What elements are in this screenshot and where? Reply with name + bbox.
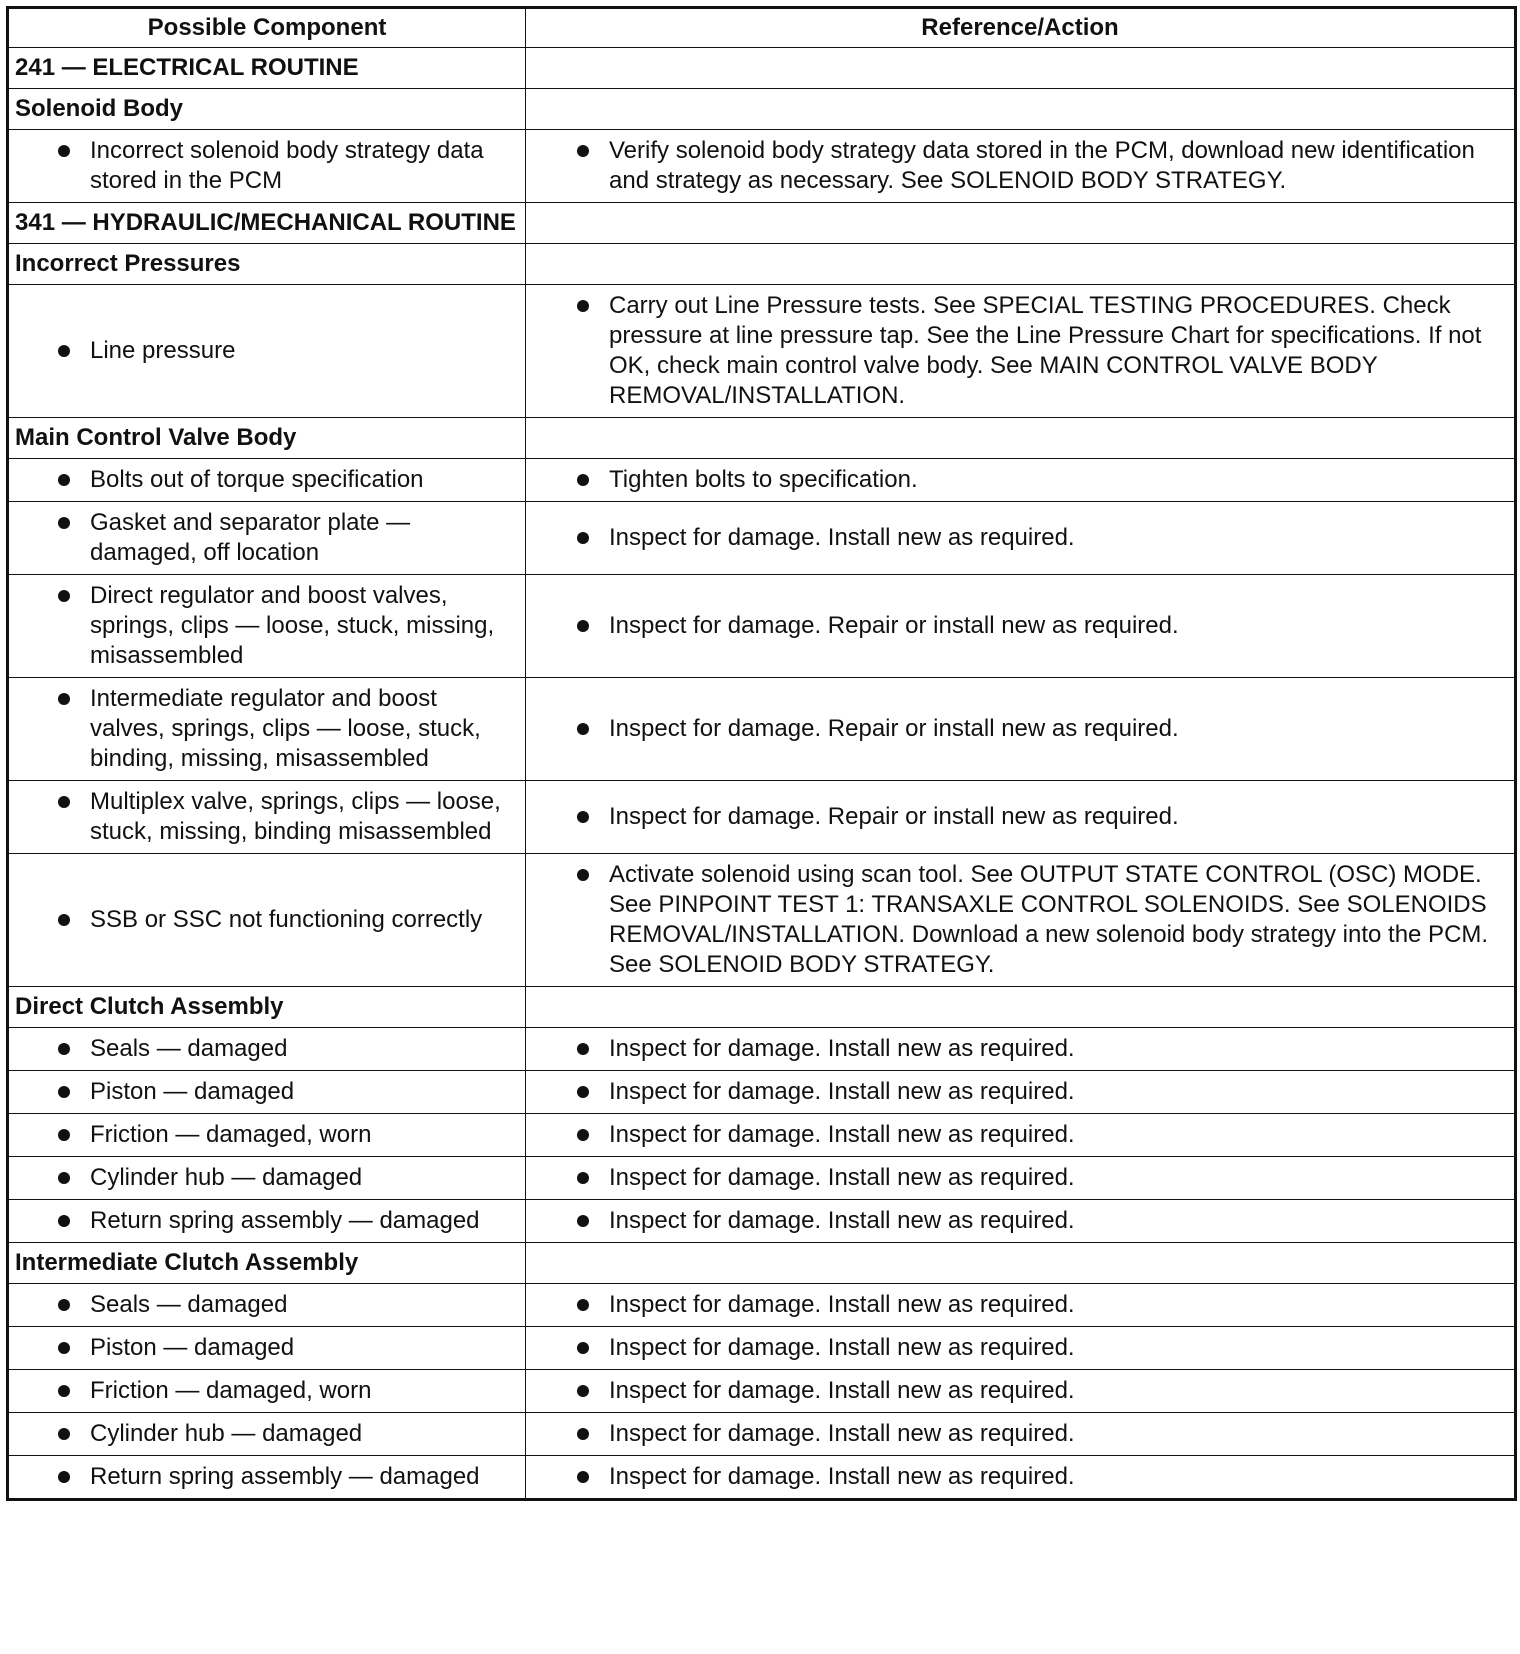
table-row xyxy=(8,781,1516,854)
empty-cell xyxy=(526,1243,1516,1284)
bullet-icon xyxy=(58,1129,70,1141)
action-cell xyxy=(526,781,1516,854)
component-text: Seals — damaged xyxy=(90,1291,288,1318)
action-bullet-item xyxy=(532,1206,1508,1236)
bullet-icon xyxy=(577,620,589,632)
component-bullet-item xyxy=(15,1333,519,1363)
action-bullet-item xyxy=(532,1163,1508,1193)
section-title: 341 — HYDRAULIC/MECHANICAL ROUTINE xyxy=(8,203,526,244)
action-cell xyxy=(526,1071,1516,1114)
component-cell xyxy=(8,459,526,502)
action-text: Inspect for damage. Install new as required. xyxy=(609,1291,1075,1318)
component-text: Piston — damaged xyxy=(90,1078,295,1105)
component-bullet-item xyxy=(15,1206,519,1236)
bullet-icon xyxy=(577,532,589,544)
component-cell xyxy=(8,130,526,203)
bullet-icon xyxy=(577,300,589,312)
component-bullet-item xyxy=(15,1376,519,1406)
bullet-icon xyxy=(577,723,589,735)
action-cell xyxy=(526,130,1516,203)
bullet-icon xyxy=(577,1129,589,1141)
component-bullet-item xyxy=(15,465,519,495)
component-text: Friction — damaged, worn xyxy=(90,1377,372,1404)
table-row xyxy=(8,1028,1516,1071)
bullet-icon xyxy=(577,1342,589,1354)
component-cell xyxy=(8,854,526,987)
component-bullet-item xyxy=(15,1462,519,1492)
action-bullet-item xyxy=(532,1077,1508,1107)
bullet-icon xyxy=(58,1385,70,1397)
bullet-icon xyxy=(577,1428,589,1440)
action-cell xyxy=(526,575,1516,678)
bullet-icon xyxy=(58,1086,70,1098)
component-bullet-item xyxy=(15,1419,519,1449)
bullet-icon xyxy=(577,1299,589,1311)
component-text: Cylinder hub — damaged xyxy=(90,1420,363,1447)
table-row xyxy=(8,1413,1516,1456)
table-row xyxy=(8,459,1516,502)
action-text: Carry out Line Pressure tests. See SPECIAL TESTING PROCEDURES. Check pressure at line pressure tap. See the Line Pressure Chart for specifications. If not OK, check main control valve body. See MAIN CONTROL VALVE BODY REMOVAL/INSTALLATION. xyxy=(609,292,1482,409)
table-row xyxy=(8,1284,1516,1327)
action-text: Inspect for damage. Install new as required. xyxy=(609,1035,1075,1062)
component-text: Return spring assembly — damaged xyxy=(90,1207,480,1234)
diagnostic-table xyxy=(6,6,1517,1501)
component-bullet-item xyxy=(15,508,519,568)
section-title: Direct Clutch Assembly xyxy=(8,987,526,1028)
component-text: Bolts out of torque specification xyxy=(90,466,424,493)
component-bullet-item xyxy=(15,1163,519,1193)
bullet-icon xyxy=(58,345,70,357)
component-bullet-item xyxy=(15,581,519,671)
table-row xyxy=(8,130,1516,203)
bullet-icon xyxy=(577,869,589,881)
action-cell xyxy=(526,1413,1516,1456)
action-cell xyxy=(526,854,1516,987)
empty-cell xyxy=(526,203,1516,244)
component-text: Direct regulator and boost valves, springs, clips — loose, stuck, missing, misassembled xyxy=(90,582,495,669)
section-row xyxy=(8,244,1516,285)
empty-cell xyxy=(526,48,1516,89)
table-row xyxy=(8,1327,1516,1370)
component-text: Gasket and separator plate — damaged, off location xyxy=(90,509,411,566)
column-header-component: Possible Component xyxy=(8,8,526,48)
action-text: Inspect for damage. Install new as required. xyxy=(609,1121,1075,1148)
component-cell xyxy=(8,1456,526,1500)
action-text: Inspect for damage. Repair or install new as required. xyxy=(609,612,1179,639)
bullet-icon xyxy=(58,1215,70,1227)
table-row xyxy=(8,854,1516,987)
bullet-icon xyxy=(577,1215,589,1227)
action-cell xyxy=(526,678,1516,781)
action-bullet-item xyxy=(532,1376,1508,1406)
bullet-icon xyxy=(577,474,589,486)
table-row xyxy=(8,1370,1516,1413)
bullet-icon xyxy=(577,1385,589,1397)
section-row xyxy=(8,418,1516,459)
component-bullet-item xyxy=(15,136,519,196)
action-bullet-item xyxy=(532,1034,1508,1064)
component-bullet-item xyxy=(15,336,519,366)
bullet-icon xyxy=(58,796,70,808)
bullet-icon xyxy=(577,811,589,823)
action-text: Tighten bolts to specification. xyxy=(609,466,918,493)
column-header-action: Reference/Action xyxy=(526,8,1516,48)
component-cell xyxy=(8,1157,526,1200)
component-cell xyxy=(8,1413,526,1456)
table-row xyxy=(8,1456,1516,1500)
component-cell xyxy=(8,1284,526,1327)
component-cell xyxy=(8,781,526,854)
action-bullet-item xyxy=(532,802,1508,832)
action-text: Inspect for damage. Install new as required. xyxy=(609,1078,1075,1105)
action-bullet-item xyxy=(532,1333,1508,1363)
section-row xyxy=(8,89,1516,130)
component-text: Friction — damaged, worn xyxy=(90,1121,372,1148)
action-cell xyxy=(526,1327,1516,1370)
action-text: Inspect for damage. Repair or install new as required. xyxy=(609,715,1179,742)
action-cell xyxy=(526,1028,1516,1071)
diagnostic-table-page xyxy=(6,6,1514,1501)
section-title: 241 — ELECTRICAL ROUTINE xyxy=(8,48,526,89)
component-text: Incorrect solenoid body strategy data stored in the PCM xyxy=(90,137,484,194)
action-text: Inspect for damage. Repair or install new as required. xyxy=(609,803,1179,830)
header-row xyxy=(8,8,1516,48)
action-cell xyxy=(526,459,1516,502)
component-bullet-item xyxy=(15,1034,519,1064)
component-cell xyxy=(8,1327,526,1370)
action-cell xyxy=(526,1284,1516,1327)
component-text: Cylinder hub — damaged xyxy=(90,1164,363,1191)
component-cell xyxy=(8,575,526,678)
empty-cell xyxy=(526,89,1516,130)
bullet-icon xyxy=(577,145,589,157)
action-text: Verify solenoid body strategy data stored in the PCM, download new identification and strategy as necessary. See SOLENOID BODY STRATEGY. xyxy=(609,137,1475,194)
action-bullet-item xyxy=(532,1290,1508,1320)
action-bullet-item xyxy=(532,1120,1508,1150)
component-bullet-item xyxy=(15,905,519,935)
component-cell xyxy=(8,1028,526,1071)
component-cell xyxy=(8,1071,526,1114)
table-row xyxy=(8,1157,1516,1200)
action-cell xyxy=(526,502,1516,575)
action-bullet-item xyxy=(532,611,1508,641)
action-bullet-item xyxy=(532,523,1508,553)
table-row xyxy=(8,1114,1516,1157)
component-cell xyxy=(8,678,526,781)
table-row xyxy=(8,1200,1516,1243)
bullet-icon xyxy=(58,517,70,529)
empty-cell xyxy=(526,987,1516,1028)
component-text: Multiplex valve, springs, clips — loose, stuck, missing, binding misassembled xyxy=(90,788,501,845)
section-title: Intermediate Clutch Assembly xyxy=(8,1243,526,1284)
action-cell xyxy=(526,1200,1516,1243)
section-row xyxy=(8,987,1516,1028)
action-text: Inspect for damage. Install new as required. xyxy=(609,1164,1075,1191)
action-cell xyxy=(526,1370,1516,1413)
action-bullet-item xyxy=(532,136,1508,196)
component-cell xyxy=(8,502,526,575)
action-cell xyxy=(526,1157,1516,1200)
action-bullet-item xyxy=(532,291,1508,411)
bullet-icon xyxy=(58,474,70,486)
table-row xyxy=(8,502,1516,575)
section-title: Incorrect Pressures xyxy=(8,244,526,285)
table-row xyxy=(8,575,1516,678)
bullet-icon xyxy=(577,1172,589,1184)
component-bullet-item xyxy=(15,1077,519,1107)
section-title: Solenoid Body xyxy=(8,89,526,130)
section-row xyxy=(8,1243,1516,1284)
empty-cell xyxy=(526,244,1516,285)
component-bullet-item xyxy=(15,1120,519,1150)
component-text: Return spring assembly — damaged xyxy=(90,1463,480,1490)
table-header xyxy=(8,8,1516,48)
bullet-icon xyxy=(58,590,70,602)
bullet-icon xyxy=(58,1043,70,1055)
component-text: Line pressure xyxy=(90,337,236,364)
table-row xyxy=(8,678,1516,781)
component-bullet-item xyxy=(15,787,519,847)
action-bullet-item xyxy=(532,465,1508,495)
action-text: Activate solenoid using scan tool. See OUTPUT STATE CONTROL (OSC) MODE. See PINPOINT TEST 1: TRANSAXLE CONTROL SOLENOIDS. See SOLENOIDS REMOVAL/INSTALLATION. Download a new solenoid body strategy into the PCM. See SOLENOID BODY STRATEGY. xyxy=(609,861,1489,978)
component-text: SSB or SSC not functioning correctly xyxy=(90,906,483,933)
empty-cell xyxy=(526,418,1516,459)
bullet-icon xyxy=(577,1471,589,1483)
bullet-icon xyxy=(58,145,70,157)
component-text: Piston — damaged xyxy=(90,1334,295,1361)
component-cell xyxy=(8,285,526,418)
component-bullet-item xyxy=(15,1290,519,1320)
action-cell xyxy=(526,285,1516,418)
section-title: Main Control Valve Body xyxy=(8,418,526,459)
action-cell xyxy=(526,1456,1516,1500)
action-cell xyxy=(526,1114,1516,1157)
bullet-icon xyxy=(58,1428,70,1440)
bullet-icon xyxy=(58,1471,70,1483)
component-cell xyxy=(8,1114,526,1157)
component-bullet-item xyxy=(15,684,519,774)
action-text: Inspect for damage. Install new as required. xyxy=(609,524,1075,551)
action-bullet-item xyxy=(532,1419,1508,1449)
bullet-icon xyxy=(577,1043,589,1055)
action-bullet-item xyxy=(532,714,1508,744)
component-cell xyxy=(8,1200,526,1243)
action-bullet-item xyxy=(532,1462,1508,1492)
bullet-icon xyxy=(58,693,70,705)
section-row xyxy=(8,48,1516,89)
bullet-icon xyxy=(58,1172,70,1184)
action-bullet-item xyxy=(532,860,1508,980)
action-text: Inspect for damage. Install new as required. xyxy=(609,1207,1075,1234)
section-row xyxy=(8,203,1516,244)
bullet-icon xyxy=(58,1342,70,1354)
action-text: Inspect for damage. Install new as required. xyxy=(609,1420,1075,1447)
action-text: Inspect for damage. Install new as required. xyxy=(609,1463,1075,1490)
table-row xyxy=(8,1071,1516,1114)
component-text: Seals — damaged xyxy=(90,1035,288,1062)
table-row xyxy=(8,285,1516,418)
table-body xyxy=(8,48,1516,1500)
component-cell xyxy=(8,1370,526,1413)
bullet-icon xyxy=(58,1299,70,1311)
bullet-icon xyxy=(58,914,70,926)
action-text: Inspect for damage. Install new as required. xyxy=(609,1377,1075,1404)
bullet-icon xyxy=(577,1086,589,1098)
component-text: Intermediate regulator and boost valves, springs, clips — loose, stuck, binding, missing, misassembled xyxy=(90,685,481,772)
action-text: Inspect for damage. Install new as required. xyxy=(609,1334,1075,1361)
